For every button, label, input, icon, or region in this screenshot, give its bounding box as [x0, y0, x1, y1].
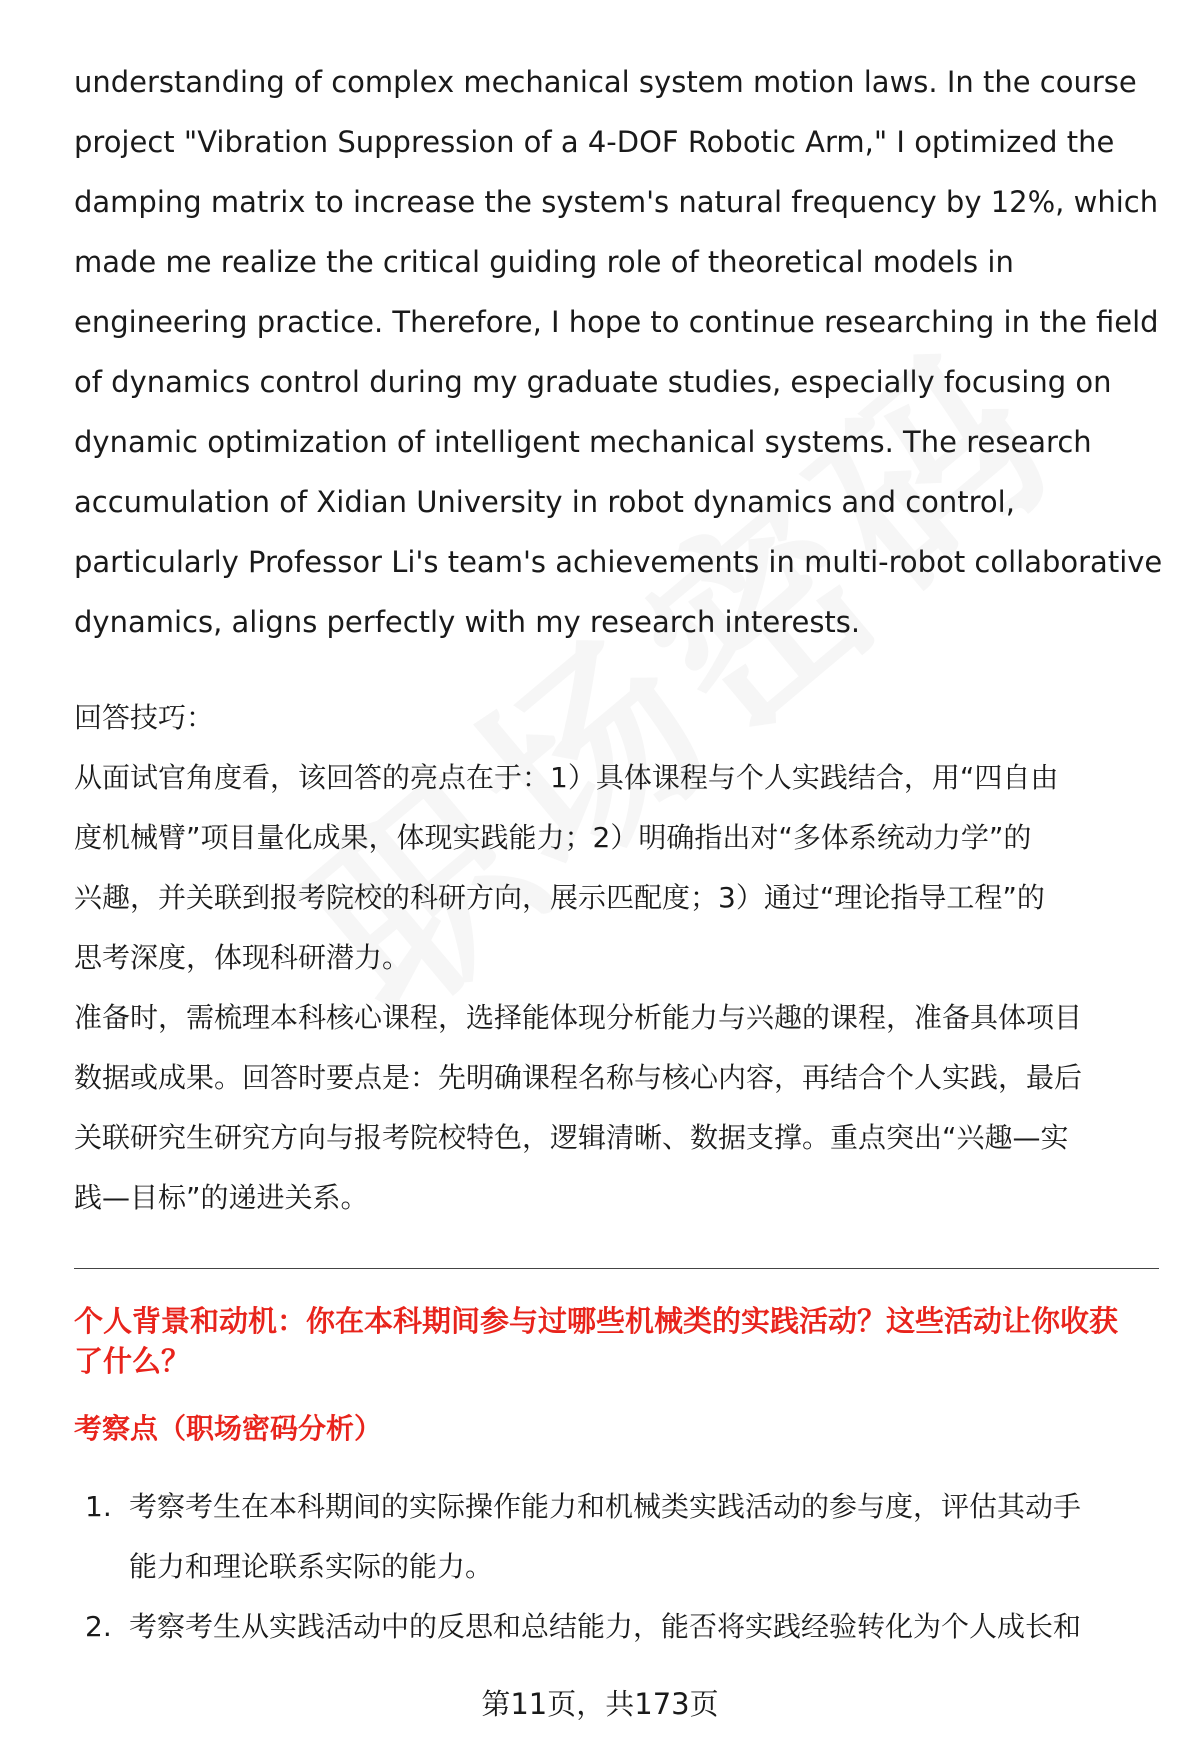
text-line: 考察考生从实践活动中的反思和总结能力，能否将实践经验转化为个人成长和 — [129, 1610, 1082, 1643]
text-line: particularly Professor Li's team's achievements in multi-robot collaborative — [74, 545, 1163, 579]
list-item — [74, 1477, 1150, 1597]
tips-heading: 回答技巧： — [74, 701, 215, 734]
text-line: dynamics, aligns perfectly with my research interests. — [74, 605, 861, 639]
section-divider — [74, 1268, 1159, 1269]
assessment-points-title: 考察点（职场密码分析） — [74, 1412, 383, 1445]
question-heading — [74, 1301, 1150, 1381]
text-line: 思考深度，体现科研潜力。 — [74, 941, 411, 974]
list-number: 1. — [85, 1490, 112, 1523]
text-line: understanding of complex mechanical system motion laws. In the course — [74, 65, 1137, 99]
text-line: 考察考生在本科期间的实际操作能力和机械类实践活动的参与度，评估其动手 — [129, 1490, 1082, 1523]
text-line: accumulation of Xidian University in robot dynamics and control, — [74, 485, 1015, 519]
tips-paragraph-1 — [74, 748, 1150, 988]
tips-paragraph-2 — [74, 988, 1150, 1228]
english-answer-paragraph — [74, 52, 1163, 652]
list-item — [74, 1597, 1150, 1657]
text-line: engineering practice. Therefore, I hope to continue researching in the field — [74, 305, 1159, 339]
text-line: damping matrix to increase the system's natural frequency by 12%, which — [74, 185, 1159, 219]
page-content — [74, 52, 1163, 1657]
assessment-points-list — [74, 1477, 1150, 1657]
text-line: 兴趣，并关联到报考院校的科研方向，展示匹配度；3）通过“理论指导工程”的 — [74, 881, 1045, 914]
text-line: 能力和理论联系实际的能力。 — [129, 1550, 494, 1583]
text-line: 度机械臂”项目量化成果，体现实践能力；2）明确指出对“多体系统动力学”的 — [74, 821, 1032, 854]
text-line: 了什么？ — [74, 1344, 191, 1378]
text-line: 关联研究生研究方向与报考院校特色，逻辑清晰、数据支撑。重点突出“兴趣—实 — [74, 1121, 1069, 1154]
text-line: project "Vibration Suppression of a 4-DOF Robotic Arm," I optimized the — [74, 125, 1115, 159]
page-number-footer: 第11页，共173页 — [481, 1687, 719, 1721]
text-line: 数据或成果。回答时要点是：先明确课程名称与核心内容，再结合个人实践，最后 — [74, 1061, 1083, 1094]
text-line: 准备时，需梳理本科核心课程，选择能体现分析能力与兴趣的课程，准备具体项目 — [74, 1001, 1083, 1034]
text-line: 践—目标”的递进关系。 — [74, 1181, 369, 1214]
list-number: 2. — [85, 1610, 112, 1643]
text-line: 从面试官角度看，该回答的亮点在于：1）具体课程与个人实践结合，用“四自由 — [74, 761, 1059, 794]
text-line: made me realize the critical guiding role of theoretical models in — [74, 245, 1014, 279]
answer-tips — [74, 688, 1150, 1228]
text-line: 个人背景和动机：你在本科期间参与过哪些机械类的实践活动？这些活动让你收获 — [74, 1304, 1119, 1338]
text-line: of dynamics control during my graduate studies, especially focusing on — [74, 365, 1112, 399]
text-line: dynamic optimization of intelligent mechanical systems. The research — [74, 425, 1092, 459]
